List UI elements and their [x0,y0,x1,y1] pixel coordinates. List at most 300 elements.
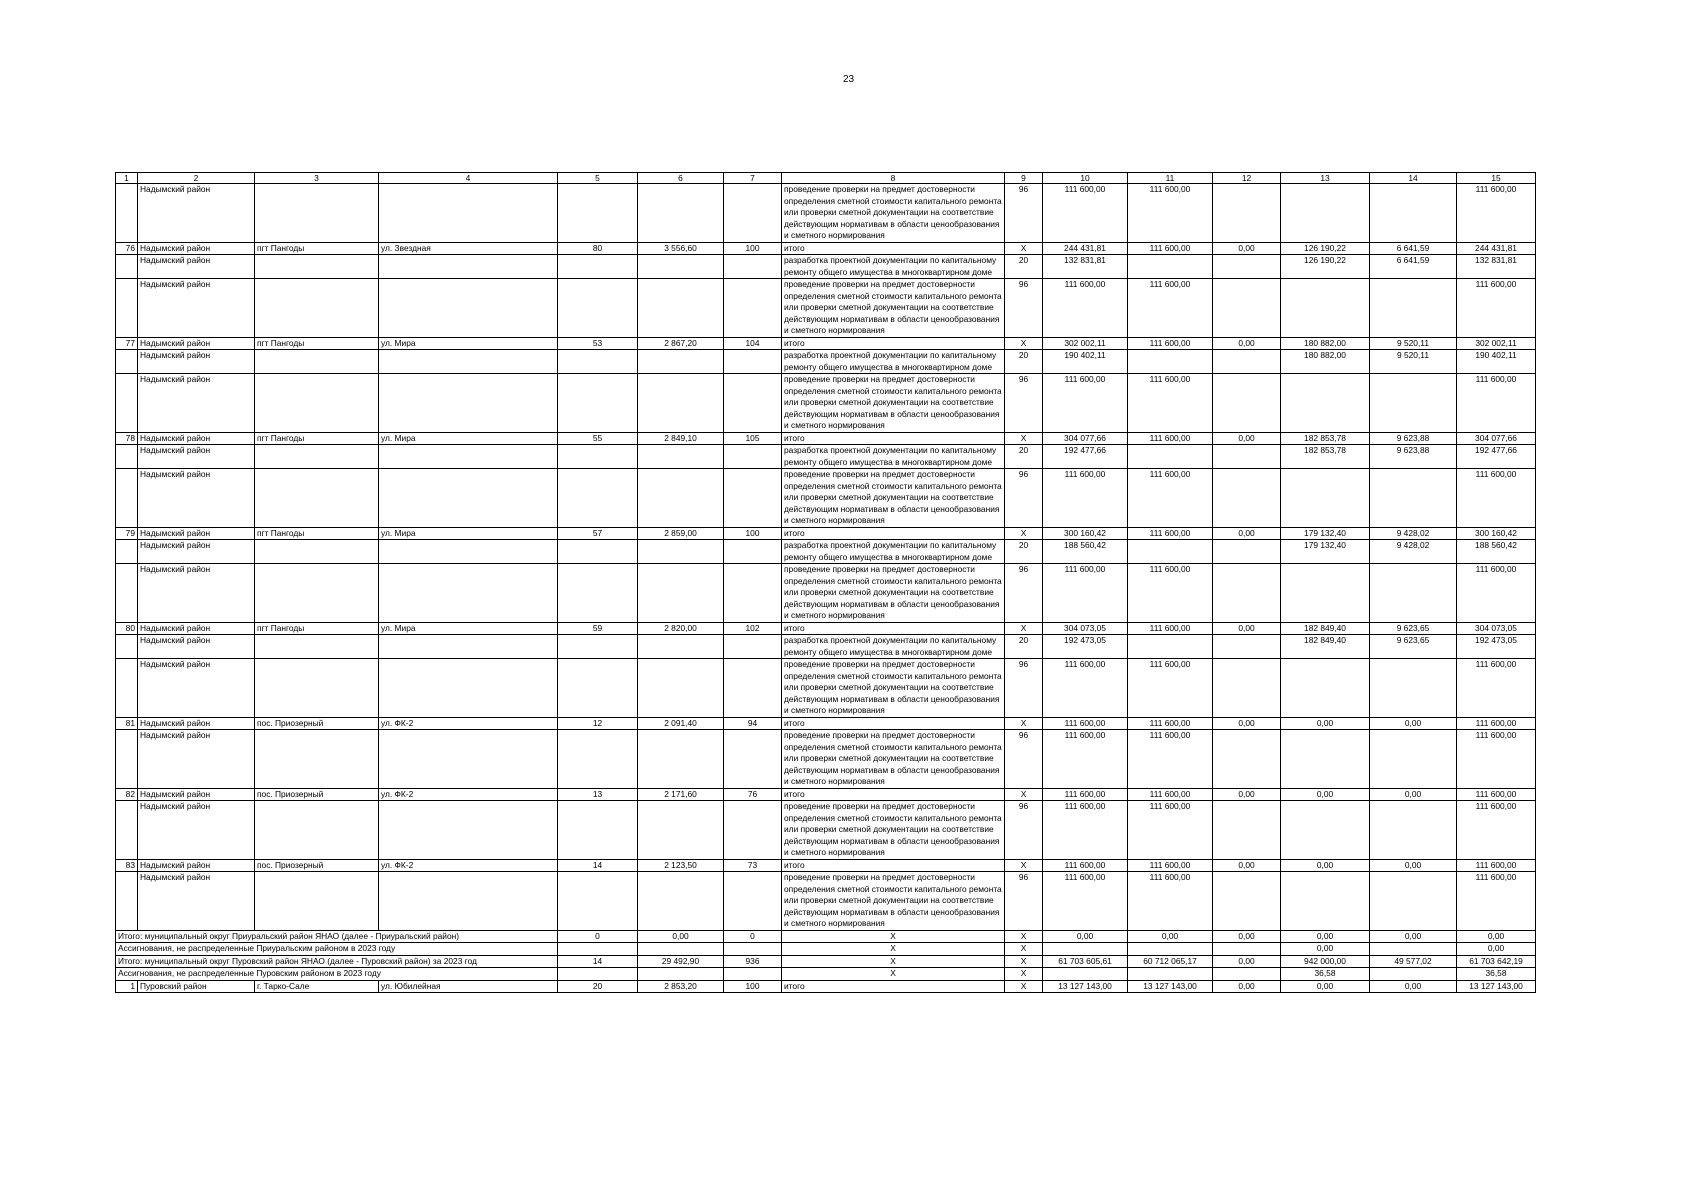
cell-apartments [558,184,638,243]
cell-col-12: 0,00 [1213,337,1281,350]
cell-apartments [558,872,638,931]
cell-apartments: 12 [558,717,638,730]
cell-col-14: 9 623,65 [1370,635,1457,659]
cell-total-cost: 111 600,00 [1043,279,1128,338]
cell-col-15: 111 600,00 [1457,564,1536,623]
cell-col-15: 304 073,05 [1457,622,1536,635]
cell-area: 2 859,00 [638,527,724,540]
cell-col-13: 182 853,78 [1281,432,1370,445]
cell-district: Надымский район [138,730,255,789]
cell-street: ул. Звездная [379,242,558,255]
cell-work-code: 96 [1005,872,1043,931]
cell-total-cost [1043,943,1128,956]
cell-area: 2 849,10 [638,432,724,445]
cell-apartments [558,564,638,623]
summary-label: Ассигнования, не распределенные Приуральским районом в 2023 году [116,943,558,956]
cell-col-15: 302 002,11 [1457,337,1536,350]
cell-row-number [116,374,138,433]
cell-area [638,968,724,981]
cell-district: Надымский район [138,801,255,860]
cell-work-type: разработка проектной документации по капитальному ремонту общего имущества в многоквартирном доме [782,255,1005,279]
cell-work-code: X [1005,968,1043,981]
cell-col-12: 0,00 [1213,242,1281,255]
cell-apartments [558,540,638,564]
cell-work-type: разработка проектной документации по капитальному ремонту общего имущества в многоквартирном доме [782,350,1005,374]
cell-district: Надымский район [138,184,255,243]
cell-col-12 [1213,445,1281,469]
cell-total-cost: 13 127 143,00 [1043,980,1128,993]
cell-work-type: проведение проверки на предмет достоверности определения сметной стоимости капитального ремонта или проверки сметной документации на соответствие действующим нормативам в области ценообразования и сметного нормирования [782,659,1005,718]
cell-apartments: 0 [558,930,638,943]
cell-col-13: 182 849,40 [1281,635,1370,659]
cell-col-12 [1213,635,1281,659]
cell-settlement: пос. Приозерный [255,788,379,801]
cell-total-cost: 302 002,11 [1043,337,1128,350]
table-row [116,527,1536,540]
cell-work-code: X [1005,788,1043,801]
cell-residents: 100 [724,527,782,540]
column-number-11: 11 [1128,173,1213,184]
cell-row-number [116,184,138,243]
cell-total-cost: 111 600,00 [1043,788,1128,801]
table-body [116,184,1536,993]
cell-fund-cost: 111 600,00 [1128,564,1213,623]
cell-col-15: 111 600,00 [1457,184,1536,243]
cell-residents [724,943,782,956]
cell-row-number [116,659,138,718]
cell-work-code: 20 [1005,255,1043,279]
cell-work-type: итого [782,622,1005,635]
cell-street [379,564,558,623]
cell-work-code: 96 [1005,184,1043,243]
cell-col-13 [1281,564,1370,623]
cell-col-15: 111 600,00 [1457,859,1536,872]
cell-work-code: 20 [1005,540,1043,564]
cell-col-15: 111 600,00 [1457,374,1536,433]
cell-work-code: X [1005,859,1043,872]
cell-col-12: 0,00 [1213,527,1281,540]
cell-col-15: 192 473,05 [1457,635,1536,659]
column-number-4: 4 [379,173,558,184]
cell-col-15: 111 600,00 [1457,659,1536,718]
cell-row-number: 81 [116,717,138,730]
cell-area: 0,00 [638,930,724,943]
cell-col-15: 61 703 642,19 [1457,955,1536,968]
cell-fund-cost: 111 600,00 [1128,432,1213,445]
cell-col-13: 0,00 [1281,788,1370,801]
cell-work-code: 96 [1005,469,1043,528]
page-number: 23 [842,74,855,85]
cell-street: ул. ФК-2 [379,717,558,730]
column-number-2: 2 [138,173,255,184]
column-number-14: 14 [1370,173,1457,184]
cell-fund-cost: 111 600,00 [1128,242,1213,255]
column-number-13: 13 [1281,173,1370,184]
summary-label: Итого: муниципальный округ Приуральский район ЯНАО (далее - Приуральский район) [116,930,558,943]
cell-col-12: 0,00 [1213,717,1281,730]
cell-settlement: г. Тарко-Сале [255,980,379,993]
cell-work-code: 20 [1005,635,1043,659]
table-row [116,184,1536,243]
cell-work-type: проведение проверки на предмет достоверности определения сметной стоимости капитального ремонта или проверки сметной документации на соответствие действующим нормативам в области ценообразования и сметного нормирования [782,564,1005,623]
cell-col-13 [1281,374,1370,433]
column-number-15: 15 [1457,173,1536,184]
cell-work-type: итого [782,980,1005,993]
table-row [116,980,1536,993]
cell-residents [724,968,782,981]
cell-district: Надымский район [138,872,255,931]
cell-total-cost: 61 703 605,61 [1043,955,1128,968]
cell-district: Пуровский район [138,980,255,993]
cell-total-cost: 111 600,00 [1043,184,1128,243]
cell-total-cost: 111 600,00 [1043,659,1128,718]
cell-col-14 [1370,184,1457,243]
cell-district: Надымский район [138,659,255,718]
cell-area: 2 853,20 [638,980,724,993]
cell-col-13: 182 849,40 [1281,622,1370,635]
cell-col-14: 0,00 [1370,980,1457,993]
cell-col-12 [1213,255,1281,279]
cell-col-14 [1370,801,1457,860]
cell-street [379,730,558,789]
cell-col-12 [1213,943,1281,956]
cell-work-type: X [782,955,1005,968]
cell-col-13 [1281,279,1370,338]
cell-district: Надымский район [138,859,255,872]
table-row [116,564,1536,623]
cell-total-cost: 111 600,00 [1043,801,1128,860]
cell-work-code: X [1005,717,1043,730]
cell-area [638,374,724,433]
cell-fund-cost: 111 600,00 [1128,279,1213,338]
cell-area [638,445,724,469]
cell-row-number: 80 [116,622,138,635]
cell-total-cost: 192 477,66 [1043,445,1128,469]
cell-col-15: 36,58 [1457,968,1536,981]
cell-col-13: 180 882,00 [1281,350,1370,374]
cell-fund-cost: 111 600,00 [1128,184,1213,243]
cell-residents: 936 [724,955,782,968]
cell-area: 29 492,90 [638,955,724,968]
cell-residents: 100 [724,980,782,993]
table-row [116,659,1536,718]
cell-settlement: пгт Пангоды [255,337,379,350]
cell-work-type: проведение проверки на предмет достоверности определения сметной стоимости капитального ремонта или проверки сметной документации на соответствие действующим нормативам в области ценообразования и сметного нормирования [782,279,1005,338]
cell-fund-cost [1128,255,1213,279]
cell-settlement: пгт Пангоды [255,527,379,540]
cell-total-cost: 111 600,00 [1043,859,1128,872]
table-row [116,337,1536,350]
cell-col-14: 9 520,11 [1370,350,1457,374]
cell-row-number [116,730,138,789]
cell-total-cost: 0,00 [1043,930,1128,943]
cell-apartments: 80 [558,242,638,255]
cell-street [379,445,558,469]
cell-row-number [116,872,138,931]
cell-row-number [116,469,138,528]
cell-street [379,872,558,931]
cell-col-15: 111 600,00 [1457,788,1536,801]
cell-apartments [558,801,638,860]
cell-total-cost: 111 600,00 [1043,374,1128,433]
cell-work-code: X [1005,337,1043,350]
cell-area [638,943,724,956]
column-number-8: 8 [782,173,1005,184]
cell-area [638,279,724,338]
cell-col-14 [1370,374,1457,433]
cell-apartments: 59 [558,622,638,635]
cell-apartments [558,255,638,279]
cell-apartments [558,730,638,789]
cell-total-cost: 111 600,00 [1043,730,1128,789]
cell-col-15: 111 600,00 [1457,801,1536,860]
summary-row [116,943,1536,956]
cell-col-14: 0,00 [1370,717,1457,730]
cell-col-14 [1370,659,1457,718]
cell-work-code: X [1005,955,1043,968]
cell-work-code: X [1005,242,1043,255]
cell-district: Надымский район [138,469,255,528]
summary-label: Итого: муниципальный округ Пуровский район ЯНАО (далее - Пуровский район) за 2023 год [116,955,558,968]
cell-area: 2 091,40 [638,717,724,730]
cell-area [638,469,724,528]
cell-residents [724,540,782,564]
column-number-10: 10 [1043,173,1128,184]
cell-col-14: 0,00 [1370,930,1457,943]
cell-district: Надымский район [138,788,255,801]
cell-col-13: 0,00 [1281,980,1370,993]
table-row [116,279,1536,338]
cell-work-code: X [1005,930,1043,943]
table-row [116,788,1536,801]
cell-apartments [558,968,638,981]
cell-col-13: 942 000,00 [1281,955,1370,968]
cell-apartments [558,943,638,956]
cell-residents: 94 [724,717,782,730]
cell-work-type: итого [782,337,1005,350]
cell-residents [724,350,782,374]
cell-apartments [558,279,638,338]
table-row [116,469,1536,528]
cell-residents: 100 [724,242,782,255]
cell-col-12 [1213,730,1281,789]
cell-district: Надымский район [138,374,255,433]
cell-residents [724,635,782,659]
cell-street: ул. ФК-2 [379,859,558,872]
cell-col-12 [1213,184,1281,243]
cell-col-14: 9 428,02 [1370,527,1457,540]
cell-col-12 [1213,350,1281,374]
cell-col-14: 0,00 [1370,859,1457,872]
cell-settlement [255,635,379,659]
cell-district: Надымский район [138,540,255,564]
table-row [116,540,1536,564]
cell-col-12: 0,00 [1213,622,1281,635]
column-number-3: 3 [255,173,379,184]
cell-col-13: 36,58 [1281,968,1370,981]
cell-street [379,374,558,433]
cell-area [638,635,724,659]
cell-total-cost: 300 160,42 [1043,527,1128,540]
cell-apartments [558,659,638,718]
cell-fund-cost: 111 600,00 [1128,872,1213,931]
cell-district: Надымский район [138,255,255,279]
cell-col-14 [1370,730,1457,789]
cell-fund-cost: 111 600,00 [1128,622,1213,635]
cell-street [379,184,558,243]
cell-work-type: проведение проверки на предмет достоверности определения сметной стоимости капитального ремонта или проверки сметной документации на соответствие действующим нормативам в области ценообразования и сметного нормирования [782,469,1005,528]
cell-row-number: 82 [116,788,138,801]
cell-col-12 [1213,564,1281,623]
cell-row-number: 76 [116,242,138,255]
cell-col-15: 188 560,42 [1457,540,1536,564]
cell-work-code: 96 [1005,564,1043,623]
cell-work-type: итого [782,788,1005,801]
cell-district: Надымский район [138,717,255,730]
cell-residents [724,255,782,279]
cell-col-12 [1213,279,1281,338]
cell-fund-cost: 111 600,00 [1128,374,1213,433]
cell-residents [724,445,782,469]
cell-work-type: проведение проверки на предмет достоверности определения сметной стоимости капитального ремонта или проверки сметной документации на соответствие действующим нормативам в области ценообразования и сметного нормирования [782,374,1005,433]
cell-col-15: 190 402,11 [1457,350,1536,374]
cell-apartments: 13 [558,788,638,801]
cell-col-14: 9 623,65 [1370,622,1457,635]
cell-col-14: 6 641,59 [1370,255,1457,279]
cell-street [379,279,558,338]
summary-label: Ассигнования, не распределенные Пуровским районом в 2023 году [116,968,558,981]
cell-work-code: X [1005,527,1043,540]
cell-residents: 76 [724,788,782,801]
cell-fund-cost [1128,968,1213,981]
cell-settlement [255,184,379,243]
summary-row [116,930,1536,943]
cell-fund-cost: 111 600,00 [1128,527,1213,540]
cell-area: 2 820,00 [638,622,724,635]
cell-work-code: X [1005,980,1043,993]
cell-col-14: 0,00 [1370,788,1457,801]
cell-district: Надымский район [138,432,255,445]
cell-work-code: 96 [1005,279,1043,338]
column-number-header [116,173,1536,184]
cell-col-15: 192 477,66 [1457,445,1536,469]
cell-col-12 [1213,540,1281,564]
cell-work-code: X [1005,622,1043,635]
cell-col-14: 49 577,02 [1370,955,1457,968]
cell-row-number: 79 [116,527,138,540]
cell-col-14 [1370,943,1457,956]
cell-apartments: 14 [558,955,638,968]
column-number-1: 1 [116,173,138,184]
cell-settlement [255,374,379,433]
cell-col-15: 304 077,66 [1457,432,1536,445]
cell-row-number [116,279,138,338]
cell-col-13: 126 190,22 [1281,255,1370,279]
cell-work-type: итого [782,717,1005,730]
cell-col-15: 111 600,00 [1457,279,1536,338]
cell-col-12: 0,00 [1213,980,1281,993]
column-number-9: 9 [1005,173,1043,184]
cell-apartments [558,469,638,528]
cell-settlement [255,350,379,374]
cell-settlement [255,279,379,338]
cell-settlement [255,801,379,860]
cell-settlement [255,730,379,789]
cell-street: ул. Юбилейная [379,980,558,993]
cell-settlement: пгт Пангоды [255,242,379,255]
cell-apartments: 53 [558,337,638,350]
cell-col-12 [1213,801,1281,860]
cell-work-code: 96 [1005,374,1043,433]
cell-fund-cost [1128,540,1213,564]
cell-area [638,350,724,374]
cell-district: Надымский район [138,445,255,469]
cell-col-13 [1281,872,1370,931]
cell-fund-cost: 111 600,00 [1128,730,1213,789]
cell-col-13 [1281,730,1370,789]
cell-work-type: X [782,930,1005,943]
table-row [116,374,1536,433]
cell-col-13: 0,00 [1281,717,1370,730]
cell-area: 2 123,50 [638,859,724,872]
cell-street: ул. ФК-2 [379,788,558,801]
cell-work-type: разработка проектной документации по капитальному ремонту общего имущества в многоквартирном доме [782,445,1005,469]
cell-street: ул. Мира [379,337,558,350]
table-row [116,635,1536,659]
cell-area: 2 171,60 [638,788,724,801]
cell-street [379,350,558,374]
cell-apartments: 57 [558,527,638,540]
cell-apartments: 20 [558,980,638,993]
cell-residents [724,279,782,338]
cell-apartments: 55 [558,432,638,445]
cell-col-13 [1281,469,1370,528]
cell-col-12 [1213,469,1281,528]
cell-residents [724,469,782,528]
cell-residents [724,564,782,623]
cell-work-code: 20 [1005,350,1043,374]
cell-street [379,635,558,659]
cell-area [638,540,724,564]
cell-area [638,564,724,623]
cell-col-15: 13 127 143,00 [1457,980,1536,993]
cell-area [638,659,724,718]
cell-row-number: 77 [116,337,138,350]
cell-fund-cost: 0,00 [1128,930,1213,943]
cell-district: Надымский район [138,350,255,374]
cell-col-13 [1281,659,1370,718]
cell-district: Надымский район [138,622,255,635]
cell-col-13: 179 132,40 [1281,540,1370,564]
cell-fund-cost: 13 127 143,00 [1128,980,1213,993]
cell-col-15: 111 600,00 [1457,469,1536,528]
cell-col-12 [1213,872,1281,931]
cell-row-number [116,801,138,860]
cell-total-cost: 304 073,05 [1043,622,1128,635]
cell-street: ул. Мира [379,432,558,445]
cell-col-12: 0,00 [1213,859,1281,872]
cell-settlement: пос. Приозерный [255,717,379,730]
cell-total-cost: 192 473,05 [1043,635,1128,659]
cell-settlement: пос. Приозерный [255,859,379,872]
cell-street [379,469,558,528]
cell-street: ул. Мира [379,622,558,635]
table-row [116,717,1536,730]
cell-district: Надымский район [138,337,255,350]
cell-district: Надымский район [138,564,255,623]
cell-street [379,801,558,860]
cell-work-code: X [1005,432,1043,445]
